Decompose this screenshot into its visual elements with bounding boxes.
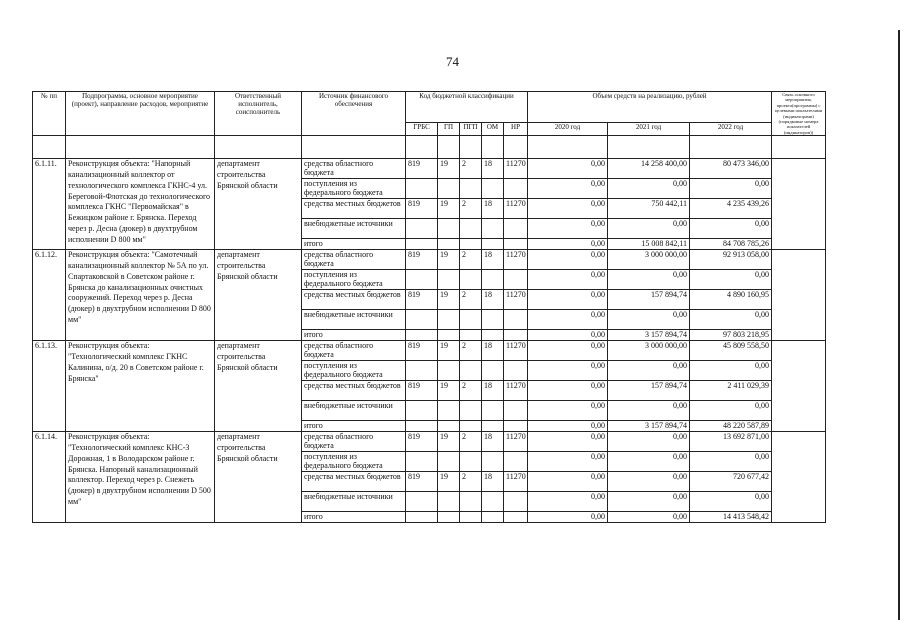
code-grbs: 819 — [406, 472, 438, 492]
project-name: Реконструкция объекта: "Напорный канализационный коллектор от технологического комплекса ГКНС-4 ул. Береговой-Флотская до технологического комплекса ГКНС "Первомайская" в Бежицком районе г. Брянска. Переход через р. Десна (дюкер) в двухтрубном исполнении D 800 мм" — [66, 159, 215, 250]
code-om: 18 — [482, 341, 504, 361]
code-pgp-empty — [460, 239, 482, 250]
code-gp: 19 — [438, 381, 460, 401]
amount-y2022: 0,00 — [690, 270, 772, 290]
code-pgp: 2 — [460, 159, 482, 179]
code-grbs: 819 — [406, 159, 438, 179]
project-name: Реконструкция объекта: "Технологический комплекс КНС-3 Дорожная, 1 в Володарском районе г. Брянска. Напорный канализационный коллектор. Переход через р. Снежеть (дюкер) в двухтрубном исполнении D 500 мм" — [66, 432, 215, 523]
code-pgp: 2 — [460, 290, 482, 310]
amount-y2022: 0,00 — [690, 361, 772, 381]
amount-y2021: 14 258 400,00 — [608, 159, 690, 179]
code-om — [482, 219, 504, 239]
amount-y2021: 0,00 — [608, 270, 690, 290]
code-gp: 19 — [438, 159, 460, 179]
amount-y2021: 3 000 000,00 — [608, 250, 690, 270]
amount-y2022: 0,00 — [690, 492, 772, 512]
code-nr-empty — [504, 330, 528, 341]
code-nr: 11270 — [504, 159, 528, 179]
indicator-link-cell — [772, 250, 826, 341]
code-om — [482, 361, 504, 381]
header-code-nr: НР — [504, 122, 528, 136]
page-number: 74 — [446, 54, 459, 69]
amount-y2020: 0,00 — [528, 401, 608, 421]
code-om: 18 — [482, 290, 504, 310]
funding-source: средства областного бюджета — [302, 341, 406, 361]
code-om — [482, 270, 504, 290]
code-gp: 19 — [438, 341, 460, 361]
amount-y2022: 4 890 160,95 — [690, 290, 772, 310]
funding-source: средства местных бюджетов — [302, 199, 406, 219]
total-label: итого — [302, 512, 406, 523]
amount-y2022: 0,00 — [690, 219, 772, 239]
code-gp-empty — [438, 239, 460, 250]
code-nr — [504, 179, 528, 199]
code-pgp — [460, 361, 482, 381]
code-om — [482, 492, 504, 512]
code-nr: 11270 — [504, 341, 528, 361]
header-source: Источник финансового обеспечения — [302, 92, 406, 136]
code-grbs-empty — [406, 239, 438, 250]
code-grbs — [406, 361, 438, 381]
amount-y2022: 92 913 058,00 — [690, 250, 772, 270]
project-number: 6.1.11. — [33, 159, 66, 250]
code-grbs: 819 — [406, 432, 438, 452]
code-grbs: 819 — [406, 290, 438, 310]
project-name: Реконструкция объекта: "Технологический комплекс ГКНС Калинина, о/д. 20 в Советском районе г. Брянска" — [66, 341, 215, 432]
project-responsible: департамент строительства Брянской области — [215, 159, 302, 250]
funding-row — [33, 159, 826, 179]
header-link: Связь основного мероприятия, проекта(программы) с целевыми показателями (индикаторами) (порядковые номера показателей (индикаторов)) — [772, 92, 826, 136]
header-code-grbs: ГРБС — [406, 122, 438, 136]
header-responsible: Ответственный исполнитель, соисполнитель — [215, 92, 302, 136]
code-nr — [504, 219, 528, 239]
total-y2021: 3 157 894,74 — [608, 330, 690, 341]
amount-y2020: 0,00 — [528, 290, 608, 310]
amount-y2021: 750 442,11 — [608, 199, 690, 219]
code-pgp — [460, 492, 482, 512]
budget-table — [32, 91, 826, 523]
amount-y2021: 3 000 000,00 — [608, 341, 690, 361]
header-spacer-row — [33, 136, 826, 159]
code-grbs: 819 — [406, 381, 438, 401]
code-gp — [438, 310, 460, 330]
total-y2020: 0,00 — [528, 330, 608, 341]
header-program: Подпрограмма, основное мероприятие (проект), направление расходов, мероприятие — [66, 92, 215, 136]
code-gp: 19 — [438, 472, 460, 492]
code-nr: 11270 — [504, 432, 528, 452]
code-nr — [504, 361, 528, 381]
amount-y2021: 157 894,74 — [608, 381, 690, 401]
code-grbs: 819 — [406, 341, 438, 361]
amount-y2020: 0,00 — [528, 159, 608, 179]
code-pgp: 2 — [460, 250, 482, 270]
funding-source: поступления из федерального бюджета — [302, 361, 406, 381]
code-grbs: 819 — [406, 199, 438, 219]
code-pgp — [460, 270, 482, 290]
code-om-empty — [482, 239, 504, 250]
code-nr — [504, 401, 528, 421]
header-year-2022: 2022 год — [690, 122, 772, 136]
project-number: 6.1.14. — [33, 432, 66, 523]
code-pgp: 2 — [460, 472, 482, 492]
code-pgp: 2 — [460, 199, 482, 219]
code-om: 18 — [482, 472, 504, 492]
code-pgp — [460, 401, 482, 421]
amount-y2020: 0,00 — [528, 199, 608, 219]
amount-y2022: 0,00 — [690, 401, 772, 421]
funding-source: внебюджетные источники — [302, 492, 406, 512]
amount-y2022: 2 411 029,39 — [690, 381, 772, 401]
code-nr: 11270 — [504, 199, 528, 219]
amount-y2021: 157 894,74 — [608, 290, 690, 310]
amount-y2021: 0,00 — [608, 472, 690, 492]
page-edge-line — [898, 30, 900, 620]
amount-y2020: 0,00 — [528, 250, 608, 270]
project-responsible: департамент строительства Брянской области — [215, 432, 302, 523]
code-grbs-empty — [406, 421, 438, 432]
project-responsible: департамент строительства Брянской области — [215, 341, 302, 432]
code-gp — [438, 179, 460, 199]
code-grbs — [406, 219, 438, 239]
code-pgp-empty — [460, 421, 482, 432]
amount-y2022: 13 692 871,00 — [690, 432, 772, 452]
amount-y2022: 4 235 439,26 — [690, 199, 772, 219]
code-gp — [438, 361, 460, 381]
code-gp — [438, 492, 460, 512]
header-code-pgp: ПГП — [460, 122, 482, 136]
amount-y2021: 0,00 — [608, 492, 690, 512]
code-pgp-empty — [460, 330, 482, 341]
total-label: итого — [302, 239, 406, 250]
code-pgp: 2 — [460, 381, 482, 401]
code-nr — [504, 492, 528, 512]
code-om-empty — [482, 421, 504, 432]
code-pgp — [460, 179, 482, 199]
funding-row — [33, 432, 826, 452]
code-nr-empty — [504, 421, 528, 432]
code-gp: 19 — [438, 199, 460, 219]
code-om: 18 — [482, 199, 504, 219]
code-gp-empty — [438, 512, 460, 523]
amount-y2020: 0,00 — [528, 381, 608, 401]
code-nr-empty — [504, 512, 528, 523]
header-year-2021: 2021 год — [608, 122, 690, 136]
header-code-gp: ГП — [438, 122, 460, 136]
amount-y2021: 0,00 — [608, 452, 690, 472]
total-label: итого — [302, 421, 406, 432]
funding-source: поступления из федерального бюджета — [302, 179, 406, 199]
amount-y2020: 0,00 — [528, 361, 608, 381]
code-om: 18 — [482, 381, 504, 401]
project-name: Реконструкция объекта: "Самотечный канализационный коллектор № 5А по ул. Спартаковской в Советском районе г. Брянска до канализационных очистных сооружений. Переход через р. Десна (дюкер) в двухтрубном исполнении D 800 мм" — [66, 250, 215, 341]
code-nr — [504, 270, 528, 290]
code-nr: 11270 — [504, 290, 528, 310]
header-num: № пп — [33, 92, 66, 136]
code-grbs — [406, 452, 438, 472]
funding-source: средства областного бюджета — [302, 250, 406, 270]
code-nr: 11270 — [504, 472, 528, 492]
amount-y2022: 0,00 — [690, 179, 772, 199]
total-y2022: 48 220 587,89 — [690, 421, 772, 432]
code-pgp — [460, 310, 482, 330]
code-grbs — [406, 310, 438, 330]
total-y2021: 0,00 — [608, 512, 690, 523]
total-y2022: 84 708 785,26 — [690, 239, 772, 250]
project-number: 6.1.12. — [33, 250, 66, 341]
total-y2021: 3 157 894,74 — [608, 421, 690, 432]
code-grbs — [406, 401, 438, 421]
code-nr: 11270 — [504, 381, 528, 401]
code-om: 18 — [482, 250, 504, 270]
amount-y2020: 0,00 — [528, 270, 608, 290]
amount-y2020: 0,00 — [528, 472, 608, 492]
code-om — [482, 401, 504, 421]
code-nr — [504, 310, 528, 330]
funding-source: средства местных бюджетов — [302, 381, 406, 401]
total-y2021: 15 008 842,11 — [608, 239, 690, 250]
funding-source: средства местных бюджетов — [302, 472, 406, 492]
indicator-link-cell — [772, 159, 826, 250]
code-grbs-empty — [406, 512, 438, 523]
code-nr-empty — [504, 239, 528, 250]
amount-y2021: 0,00 — [608, 432, 690, 452]
amount-y2022: 720 677,42 — [690, 472, 772, 492]
funding-source: средства областного бюджета — [302, 159, 406, 179]
funding-source: средства местных бюджетов — [302, 290, 406, 310]
total-y2022: 97 803 218,95 — [690, 330, 772, 341]
total-y2020: 0,00 — [528, 239, 608, 250]
amount-y2022: 0,00 — [690, 452, 772, 472]
code-om — [482, 179, 504, 199]
total-label: итого — [302, 330, 406, 341]
code-gp — [438, 219, 460, 239]
header-code-group: Код бюджетной классификации — [406, 92, 528, 123]
project-responsible: департамент строительства Брянской области — [215, 250, 302, 341]
amount-y2020: 0,00 — [528, 179, 608, 199]
code-pgp — [460, 452, 482, 472]
code-om: 18 — [482, 432, 504, 452]
header-year-2020: 2020 год — [528, 122, 608, 136]
code-gp — [438, 401, 460, 421]
indicator-link-cell — [772, 341, 826, 432]
funding-source: поступления из федерального бюджета — [302, 452, 406, 472]
funding-source: внебюджетные источники — [302, 310, 406, 330]
code-om: 18 — [482, 159, 504, 179]
code-grbs — [406, 179, 438, 199]
amount-y2022: 45 809 558,50 — [690, 341, 772, 361]
funding-source: средства областного бюджета — [302, 432, 406, 452]
amount-y2021: 0,00 — [608, 219, 690, 239]
code-gp — [438, 452, 460, 472]
code-gp: 19 — [438, 250, 460, 270]
code-nr — [504, 452, 528, 472]
code-grbs — [406, 492, 438, 512]
header-code-om: ОМ — [482, 122, 504, 136]
amount-y2021: 0,00 — [608, 401, 690, 421]
amount-y2020: 0,00 — [528, 452, 608, 472]
total-y2022: 14 413 548,42 — [690, 512, 772, 523]
code-om — [482, 452, 504, 472]
amount-y2021: 0,00 — [608, 179, 690, 199]
total-y2020: 0,00 — [528, 512, 608, 523]
code-gp: 19 — [438, 432, 460, 452]
code-grbs: 819 — [406, 250, 438, 270]
amount-y2022: 0,00 — [690, 310, 772, 330]
code-grbs-empty — [406, 330, 438, 341]
total-y2020: 0,00 — [528, 421, 608, 432]
amount-y2021: 0,00 — [608, 310, 690, 330]
funding-source: поступления из федерального бюджета — [302, 270, 406, 290]
funding-source: внебюджетные источники — [302, 401, 406, 421]
code-gp: 19 — [438, 290, 460, 310]
code-pgp — [460, 219, 482, 239]
amount-y2020: 0,00 — [528, 341, 608, 361]
amount-y2020: 0,00 — [528, 219, 608, 239]
amount-y2020: 0,00 — [528, 310, 608, 330]
code-om-empty — [482, 512, 504, 523]
funding-row — [33, 341, 826, 361]
indicator-link-cell — [772, 432, 826, 523]
code-pgp: 2 — [460, 341, 482, 361]
project-number: 6.1.13. — [33, 341, 66, 432]
code-pgp: 2 — [460, 432, 482, 452]
code-gp — [438, 270, 460, 290]
amount-y2022: 80 473 346,00 — [690, 159, 772, 179]
code-om-empty — [482, 330, 504, 341]
amount-y2020: 0,00 — [528, 432, 608, 452]
code-gp-empty — [438, 421, 460, 432]
code-nr: 11270 — [504, 250, 528, 270]
funding-row — [33, 250, 826, 270]
code-gp-empty — [438, 330, 460, 341]
code-grbs — [406, 270, 438, 290]
amount-y2021: 0,00 — [608, 361, 690, 381]
code-pgp-empty — [460, 512, 482, 523]
header-volume-group: Объем средств на реализацию, рублей — [528, 92, 772, 123]
funding-source: внебюджетные источники — [302, 219, 406, 239]
code-om — [482, 310, 504, 330]
amount-y2020: 0,00 — [528, 492, 608, 512]
